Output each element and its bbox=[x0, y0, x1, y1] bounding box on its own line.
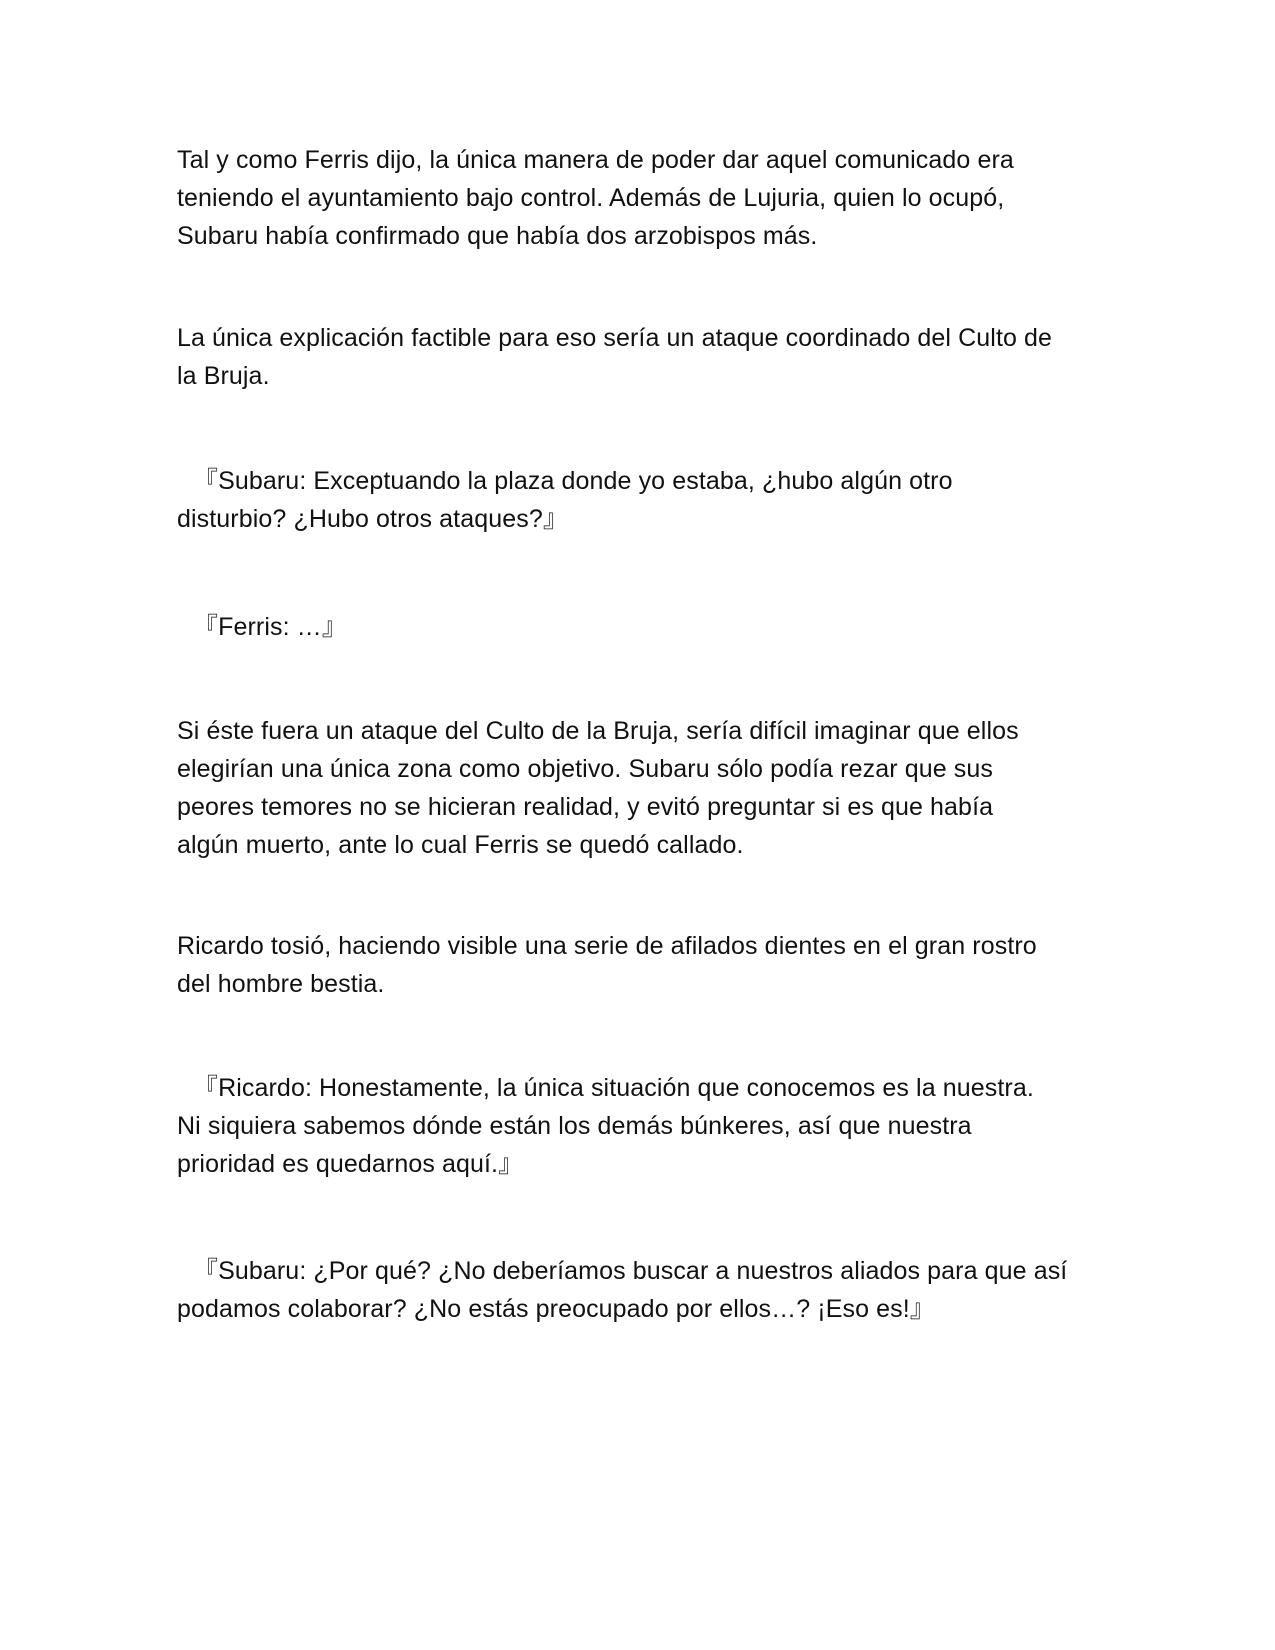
paragraph-dialogue bbox=[177, 1069, 1107, 1183]
text-line: Ni siquiera sabemos dónde están los demás búnkeres, así que nuestra bbox=[177, 1112, 972, 1140]
paragraph-dialogue bbox=[177, 462, 1107, 538]
text-line: 『Ferris: …』 bbox=[193, 613, 347, 641]
text-line: Si éste fuera un ataque del Culto de la Bruja, sería difícil imaginar que ellos bbox=[177, 717, 1019, 745]
paragraph-narration bbox=[177, 319, 1107, 395]
paragraph-dialogue bbox=[177, 608, 1107, 646]
paragraph-narration bbox=[177, 712, 1107, 864]
text-line: disturbio? ¿Hubo otros ataques?』 bbox=[177, 505, 568, 533]
text-line: prioridad es quedarnos aquí.』 bbox=[177, 1150, 524, 1178]
text-line: 『Ricardo: Honestamente, la única situación que conocemos es la nuestra. bbox=[193, 1074, 1034, 1102]
text-line: elegirían una única zona como objetivo. Subaru sólo podía rezar que sus bbox=[177, 755, 993, 783]
paragraph-narration bbox=[177, 927, 1107, 1003]
text-line: algún muerto, ante lo cual Ferris se quedó callado. bbox=[177, 831, 744, 859]
text-line: teniendo el ayuntamiento bajo control. Además de Lujuria, quien lo ocupó, bbox=[177, 184, 1005, 212]
paragraph-dialogue bbox=[177, 1252, 1107, 1328]
paragraph-narration bbox=[177, 141, 1107, 255]
text-line: la Bruja. bbox=[177, 362, 270, 390]
text-line: 『Subaru: ¿Por qué? ¿No deberíamos buscar a nuestros aliados para que así bbox=[193, 1257, 1068, 1285]
text-line: 『Subaru: Exceptuando la plaza donde yo estaba, ¿hubo algún otro bbox=[193, 467, 953, 495]
text-line: podamos colaborar? ¿No estás preocupado por ellos…? ¡Eso es!』 bbox=[177, 1295, 935, 1323]
text-line: Tal y como Ferris dijo, la única manera de poder dar aquel comunicado era bbox=[177, 146, 1014, 174]
text-line: peores temores no se hicieran realidad, y evitó preguntar si es que había bbox=[177, 793, 994, 821]
text-line: del hombre bestia. bbox=[177, 970, 385, 998]
text-line: Subaru había confirmado que había dos arzobispos más. bbox=[177, 222, 818, 250]
text-line: La única explicación factible para eso sería un ataque coordinado del Culto de bbox=[177, 324, 1053, 352]
text-line: Ricardo tosió, haciendo visible una serie de afilados dientes en el gran rostro bbox=[177, 932, 1037, 960]
